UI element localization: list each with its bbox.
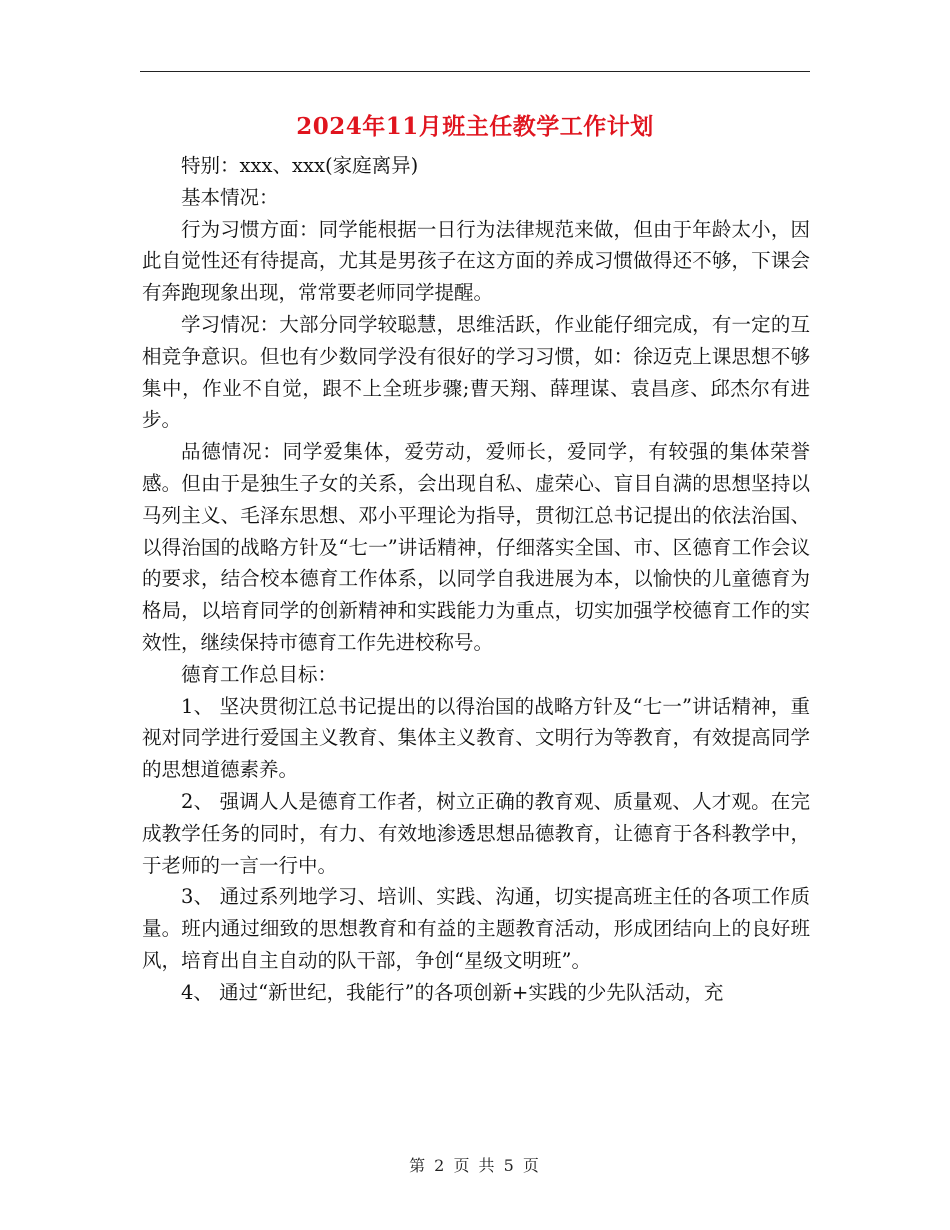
paragraph-special-note: 特别：xxx、xxx(家庭离异) bbox=[181, 154, 419, 177]
header-rule bbox=[140, 71, 810, 72]
paragraph-behavior-habits: 行为习惯方面：同学能根据一日行为法律规范来做，但由于年龄太小，因此自觉性还有待提高，尤其是男孩子在这方面的养成习惯做得还不够，下课会有奔跑现象出现，常常要老师同学提醒。 bbox=[142, 217, 810, 305]
paragraph-moral-situation: 品德情况：同学爱集体，爱劳动，爱师长，爱同学，有较强的集体荣誉感。但由于是独生子女的关系，会出现自私、虚荣心、盲目自满的思想坚持以马列主义、毛泽东思想、邓小平理论为指导，贯彻江总书记提出的依法治国、以得治国的战略方针及“七一”讲话精神，仔细落实全国、市、区德育工作会议的要求，结合校本德育工作体系，以同学自我进展为本，以愉快的儿童德育为格局，以培育同学的创新精神和实践能力为重点，切实加强学校德育工作的实效性，继续保持市德育工作先进校称号。 bbox=[142, 440, 810, 654]
document-body bbox=[142, 150, 810, 1009]
paragraph-goal-heading: 德育工作总目标： bbox=[181, 662, 338, 686]
document-title: 2024年11月班主任教学工作计划 bbox=[296, 113, 654, 140]
paragraph-goal-4: 4、 通过“新世纪，我能行”的各项创新+实践的少先队活动，充 bbox=[181, 980, 724, 1004]
paragraph-goal-1: 1、 坚决贯彻江总书记提出的以得治国的战略方针及“七一”讲话精神，重视对同学进行爱国主义教育、集体主义教育、文明行为等教育，有效提高同学的思想道德素养。 bbox=[142, 694, 810, 782]
paragraph-goal-3: 3、 通过系列地学习、培训、实践、沟通，切实提高班主任的各项工作质量。班内通过细致的思想教育和有益的主题教育活动，形成团结向上的良好班风，培育出自主自动的队干部，争创“星级文明班”。 bbox=[142, 885, 810, 972]
paragraph-study-situation: 学习情况：大部分同学较聪慧，思维活跃，作业能仔细完成，有一定的互相竞争意识。但也有少数同学没有很好的学习习惯，如：徐迈克上课思想不够集中，作业不自觉，跟不上全班步骤;曹天翔、薛理谋、袁昌彦、邱杰尔有进步。 bbox=[142, 312, 810, 432]
page-number: 第 2 页 共 5 页 bbox=[409, 1156, 541, 1175]
paragraph-goal-2: 2、 强调人人是德育工作者，树立正确的教育观、质量观、人才观。在完成教学任务的同时，有力、有效地渗透思想品德教育，让德育于各科教学中，于老师的一言一行中。 bbox=[142, 789, 810, 877]
paragraph-basic-heading: 基本情况： bbox=[181, 185, 279, 209]
